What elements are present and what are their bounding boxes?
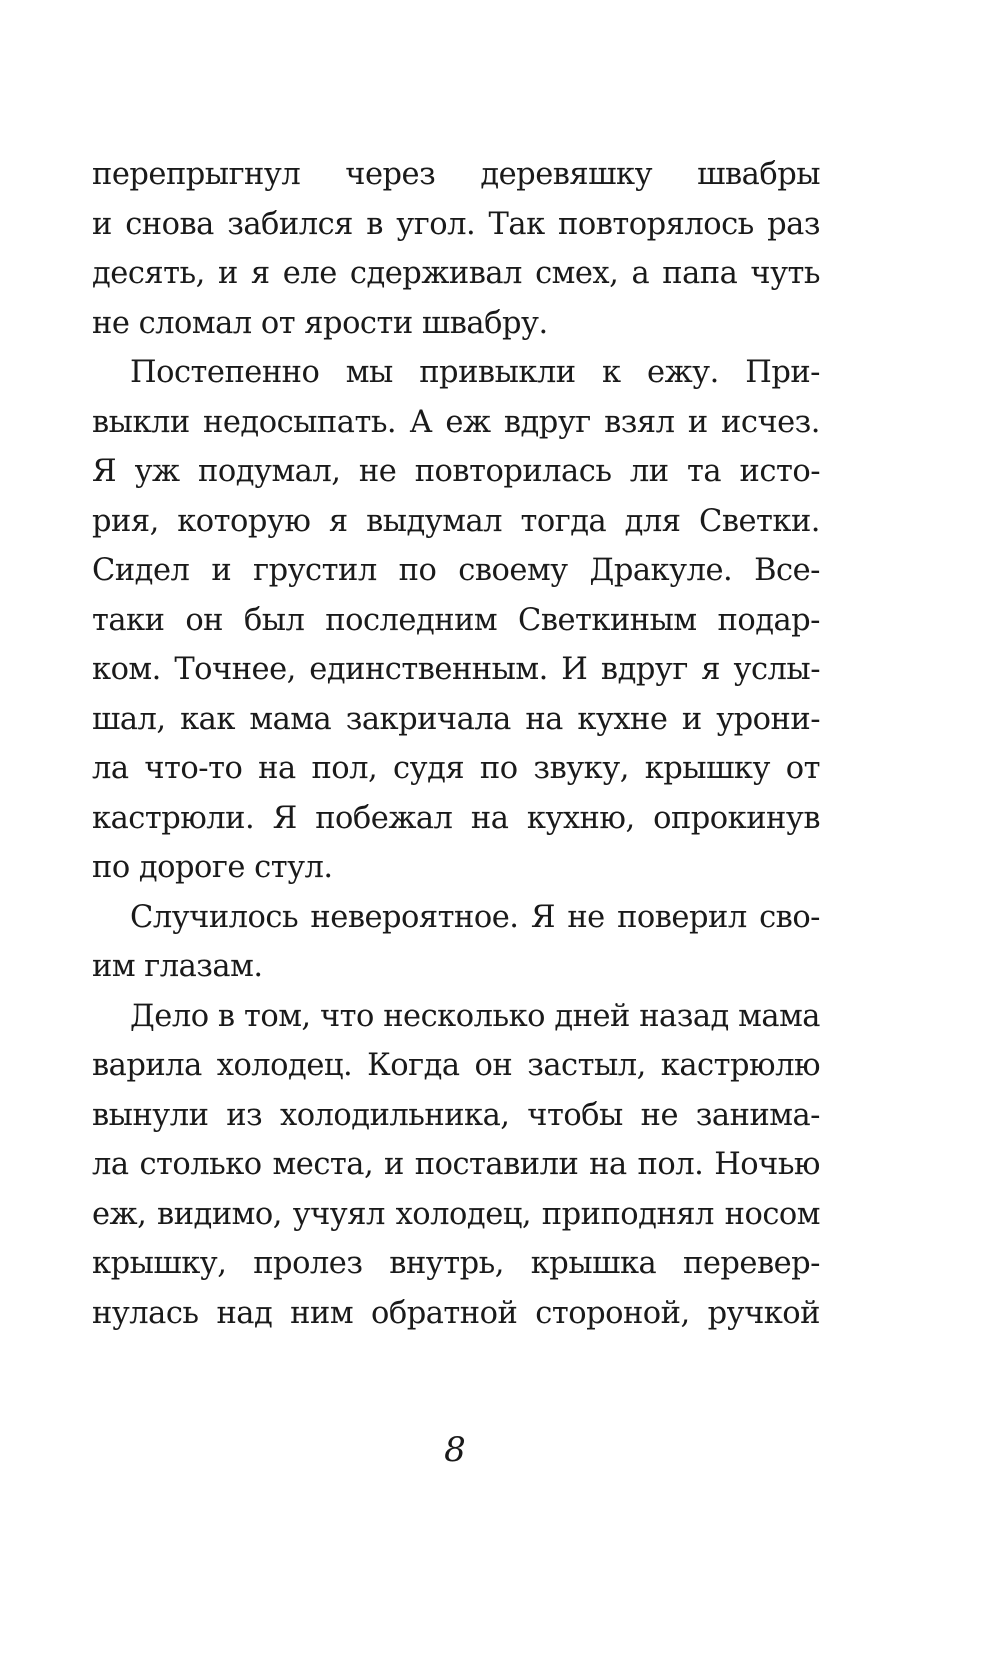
paragraph-3 [92, 893, 820, 992]
text-line: вынули из холодильника, чтобы не занима- [92, 1097, 820, 1133]
text-line: десять, и я еле сдерживал смех, а папа чуть [92, 256, 820, 291]
text-line: Случилось невероятное. Я не поверил сво- [130, 899, 820, 935]
page-number: 8 [444, 1430, 466, 1470]
paragraph-2 [92, 348, 820, 893]
text-line: кастрюли. Я побежал на кухню, опрокинув [92, 800, 820, 836]
text-line: выкли недосыпать. А еж вдруг взял и исчез. [92, 404, 820, 440]
text-line: по дороге стул. [92, 850, 333, 885]
text-line: ла что-то на пол, судя по звуку, крышку от [92, 751, 820, 786]
text-line: Я уж подумал, не повторилась ли та исто- [92, 454, 820, 489]
body-text [92, 150, 820, 1338]
text-line: шал, как мама закричала на кухне и урони- [92, 701, 820, 737]
text-line: Сидел и грустил по своему Дракуле. Все- [92, 553, 820, 588]
text-line: еж, видимо, учуял холодец, приподнял носом [92, 1196, 820, 1232]
text-line: не сломал от ярости швабру. [92, 305, 548, 341]
text-line: ла столько места, и поставили на пол. Ночью [92, 1147, 820, 1182]
text-line: им глазам. [92, 949, 263, 984]
text-line: крышку, пролез внутрь, крышка перевер- [92, 1246, 820, 1281]
text-line: варила холодец. Когда он застыл, кастрюлю [92, 1048, 820, 1083]
text-line: таки он был последним Светкиным подар- [92, 602, 820, 638]
text-line: нулась над ним обратной стороной, ручкой [92, 1295, 820, 1331]
paragraph-4 [92, 992, 820, 1339]
text-line: перепрыгнул через деревяшку швабры [92, 157, 820, 192]
text-line: рия, которую я выдумал тогда для Светки. [92, 503, 820, 539]
text-line: и снова забился в угол. Так повторялось раз [92, 206, 820, 242]
paragraph-1 [92, 150, 820, 348]
text-line: Постепенно мы привыкли к ежу. При- [130, 355, 820, 390]
text-line: Дело в том, что несколько дней назад мама [130, 998, 820, 1034]
text-line: ком. Точнее, единственным. И вдруг я услы- [92, 652, 820, 687]
